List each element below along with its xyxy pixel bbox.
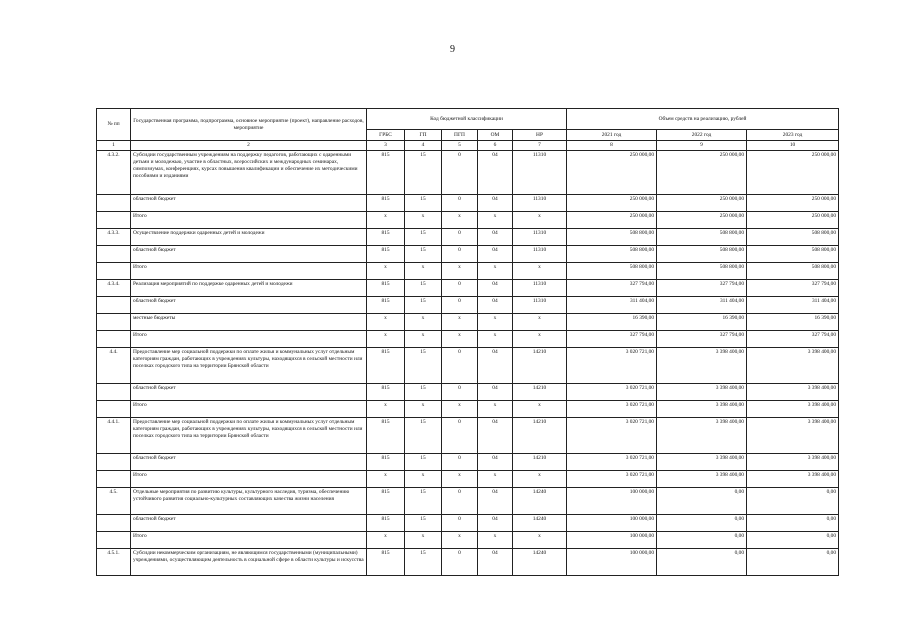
row-name: областной бюджет <box>131 195 367 212</box>
cell-grbs: х <box>367 314 405 331</box>
row-name: Предоставление мер социальной поддержки по оплате жилья и коммунальных услуг отдельным категориям граждан, работающих в учреждениях культуры, находящихся в сельской местности или поселках городского типа на территории Брянской области <box>131 418 367 454</box>
col-number: 10 <box>747 141 839 151</box>
cell-2023: 327 794,00 <box>747 280 839 297</box>
cell-2021: 100 000,00 <box>567 549 657 576</box>
header-name: Государственная программа, подпрограмма, основное мероприятие (проект), направление расходов, мероприятие <box>131 109 367 141</box>
row-number: 4.5.1. <box>97 549 131 576</box>
col-number: 4 <box>405 141 442 151</box>
cell-2021: 327 794,00 <box>567 331 657 348</box>
cell-2022: 3 398 400,00 <box>657 418 747 454</box>
cell-2021: 100 000,00 <box>567 488 657 515</box>
cell-2022: 508 800,00 <box>657 263 747 280</box>
row-number <box>97 212 131 229</box>
header-pgp: ПГП <box>442 130 478 141</box>
cell-om: 04 <box>478 297 513 314</box>
cell-2021: 100 000,00 <box>567 532 657 549</box>
cell-2023: 3 398 400,00 <box>747 454 839 471</box>
cell-2021: 327 794,00 <box>567 280 657 297</box>
cell-om: х <box>478 212 513 229</box>
row-name: областной бюджет <box>131 384 367 401</box>
row-number <box>97 297 131 314</box>
row-number: 4.4. <box>97 348 131 384</box>
cell-2022: 250 000,00 <box>657 212 747 229</box>
cell-grbs: 815 <box>367 515 405 532</box>
table-row <box>97 314 839 331</box>
cell-nr: х <box>513 401 567 418</box>
cell-gp: 15 <box>405 195 442 212</box>
cell-2022: 0,00 <box>657 488 747 515</box>
cell-gp: 15 <box>405 229 442 246</box>
row-number <box>97 314 131 331</box>
cell-grbs: 815 <box>367 549 405 576</box>
cell-pgp: 0 <box>442 151 478 195</box>
cell-om: х <box>478 471 513 488</box>
row-number <box>97 246 131 263</box>
row-name: Субсидии государственным учреждениям на поддержку педагогов, работающих с одаренными детьми и молодежью, участие в областных, всероссийских и международных семинарах, симпозиумах, конференциях, курсах повышения квалификации и обеспечение их методическими пособиями и изданиями <box>131 151 367 195</box>
cell-om: х <box>478 532 513 549</box>
page-number: 9 <box>450 44 455 55</box>
row-name: Отдельные мероприятия по развитию культуры, культурного наследия, туризма, обеспечению устойчивого развития социально-культурных составляющих качества жизни населения <box>131 488 367 515</box>
header-om: ОМ <box>478 130 513 141</box>
row-number <box>97 401 131 418</box>
cell-om: 04 <box>478 348 513 384</box>
header-volume: Объем средств на реализацию, рублей <box>567 109 839 130</box>
cell-pgp: 0 <box>442 195 478 212</box>
cell-grbs: х <box>367 401 405 418</box>
cell-grbs: х <box>367 471 405 488</box>
cell-om: 04 <box>478 549 513 576</box>
cell-2022: 508 800,00 <box>657 246 747 263</box>
cell-2023: 508 800,00 <box>747 229 839 246</box>
cell-nr: 14210 <box>513 418 567 454</box>
table-row <box>97 280 839 297</box>
row-name: Итого <box>131 401 367 418</box>
cell-2023: 3 398 400,00 <box>747 384 839 401</box>
cell-pgp: х <box>442 331 478 348</box>
table-row <box>97 151 839 195</box>
cell-2021: 508 800,00 <box>567 263 657 280</box>
row-name: местные бюджеты <box>131 314 367 331</box>
table-row <box>97 297 839 314</box>
row-name: Итого <box>131 532 367 549</box>
cell-2022: 250 000,00 <box>657 195 747 212</box>
cell-2022: 327 794,00 <box>657 280 747 297</box>
cell-2023: 327 794,00 <box>747 331 839 348</box>
cell-nr: х <box>513 471 567 488</box>
cell-gp: 15 <box>405 384 442 401</box>
row-name: областной бюджет <box>131 297 367 314</box>
cell-2022: 327 794,00 <box>657 331 747 348</box>
header-kbk: Код бюджетной классификации <box>367 109 567 130</box>
row-number: 4.3.4. <box>97 280 131 297</box>
cell-2023: 3 398 400,00 <box>747 471 839 488</box>
cell-nr: 14210 <box>513 384 567 401</box>
cell-pgp: х <box>442 314 478 331</box>
cell-2022: 3 398 400,00 <box>657 471 747 488</box>
cell-om: 04 <box>478 384 513 401</box>
cell-om: х <box>478 331 513 348</box>
cell-om: 04 <box>478 229 513 246</box>
cell-pgp: х <box>442 401 478 418</box>
cell-2023: 508 800,00 <box>747 263 839 280</box>
header-grbs: ГРБС <box>367 130 405 141</box>
cell-2021: 16 390,00 <box>567 314 657 331</box>
header-year-2022: 2022 год <box>657 130 747 141</box>
header-nr: НР <box>513 130 567 141</box>
cell-2022: 3 398 400,00 <box>657 401 747 418</box>
col-number: 1 <box>97 141 131 151</box>
cell-gp: 15 <box>405 151 442 195</box>
cell-2021: 3 020 721,00 <box>567 348 657 384</box>
cell-pgp: х <box>442 263 478 280</box>
row-number <box>97 471 131 488</box>
cell-nr: х <box>513 212 567 229</box>
cell-nr: 11310 <box>513 229 567 246</box>
table-row <box>97 532 839 549</box>
cell-gp: х <box>405 471 442 488</box>
row-name: областной бюджет <box>131 515 367 532</box>
cell-pgp: 0 <box>442 280 478 297</box>
cell-2021: 3 020 721,00 <box>567 471 657 488</box>
table-row <box>97 401 839 418</box>
table-row <box>97 454 839 471</box>
cell-2021: 3 020 721,00 <box>567 454 657 471</box>
table-row <box>97 549 839 576</box>
table-body <box>97 151 839 576</box>
cell-grbs: х <box>367 263 405 280</box>
cell-pgp: 0 <box>442 246 478 263</box>
cell-om: 04 <box>478 195 513 212</box>
cell-grbs: 815 <box>367 384 405 401</box>
table-row <box>97 212 839 229</box>
cell-pgp: 0 <box>442 297 478 314</box>
cell-gp: 15 <box>405 454 442 471</box>
cell-grbs: х <box>367 532 405 549</box>
header-num: № пп <box>97 109 131 141</box>
row-number: 4.4.1. <box>97 418 131 454</box>
col-number: 5 <box>442 141 478 151</box>
row-name: Реализация мероприятий по поддержке одаренных детей и молодежи <box>131 280 367 297</box>
row-name: Итого <box>131 263 367 280</box>
cell-grbs: 815 <box>367 229 405 246</box>
table-row <box>97 471 839 488</box>
cell-2021: 250 000,00 <box>567 212 657 229</box>
row-name: Предоставление мер социальной поддержки по оплате жилья и коммунальных услуг отдельным категориям граждан, работающих в учреждениях культуры, находящихся в сельской местности или поселках городского типа на территории Брянской области <box>131 348 367 384</box>
row-number <box>97 384 131 401</box>
cell-2022: 3 398 400,00 <box>657 348 747 384</box>
row-number <box>97 263 131 280</box>
cell-pgp: 0 <box>442 418 478 454</box>
cell-nr: 11310 <box>513 297 567 314</box>
cell-2023: 16 390,00 <box>747 314 839 331</box>
table-row <box>97 246 839 263</box>
table-row <box>97 229 839 246</box>
cell-2023: 311 404,00 <box>747 297 839 314</box>
cell-grbs: 815 <box>367 418 405 454</box>
cell-2023: 508 800,00 <box>747 246 839 263</box>
header-year-2023: 2023 год <box>747 130 839 141</box>
cell-2022: 250 000,00 <box>657 151 747 195</box>
cell-grbs: х <box>367 331 405 348</box>
col-number: 9 <box>657 141 747 151</box>
cell-2023: 3 398 400,00 <box>747 348 839 384</box>
table-row <box>97 515 839 532</box>
cell-om: 04 <box>478 515 513 532</box>
cell-pgp: 0 <box>442 229 478 246</box>
row-name: Итого <box>131 471 367 488</box>
cell-2021: 311 404,00 <box>567 297 657 314</box>
row-number: 4.3.2. <box>97 151 131 195</box>
table-row <box>97 348 839 384</box>
cell-nr: х <box>513 532 567 549</box>
cell-gp: 15 <box>405 418 442 454</box>
cell-pgp: 0 <box>442 348 478 384</box>
row-number <box>97 454 131 471</box>
cell-grbs: 815 <box>367 488 405 515</box>
cell-nr: 14240 <box>513 549 567 576</box>
cell-grbs: 815 <box>367 454 405 471</box>
cell-pgp: х <box>442 532 478 549</box>
cell-om: х <box>478 314 513 331</box>
cell-om: 04 <box>478 151 513 195</box>
cell-2021: 3 020 721,00 <box>567 418 657 454</box>
cell-2023: 250 000,00 <box>747 195 839 212</box>
cell-gp: х <box>405 212 442 229</box>
cell-gp: х <box>405 314 442 331</box>
table-row <box>97 195 839 212</box>
cell-pgp: 0 <box>442 549 478 576</box>
cell-gp: х <box>405 331 442 348</box>
col-number: 6 <box>478 141 513 151</box>
cell-grbs: 815 <box>367 280 405 297</box>
col-number: 3 <box>367 141 405 151</box>
cell-gp: 15 <box>405 549 442 576</box>
cell-pgp: х <box>442 471 478 488</box>
cell-2021: 3 020 721,00 <box>567 401 657 418</box>
row-name: Итого <box>131 331 367 348</box>
cell-2022: 16 390,00 <box>657 314 747 331</box>
cell-nr: 11310 <box>513 280 567 297</box>
table-row <box>97 418 839 454</box>
cell-grbs: 815 <box>367 348 405 384</box>
cell-2023: 0,00 <box>747 515 839 532</box>
cell-pgp: 0 <box>442 515 478 532</box>
row-number: 4.5. <box>97 488 131 515</box>
cell-2021: 508 800,00 <box>567 229 657 246</box>
cell-nr: х <box>513 331 567 348</box>
cell-2022: 3 398 400,00 <box>657 454 747 471</box>
table-header <box>97 109 839 151</box>
cell-om: 04 <box>478 246 513 263</box>
cell-2023: 3 398 400,00 <box>747 401 839 418</box>
row-number: 4.3.3. <box>97 229 131 246</box>
cell-gp: 15 <box>405 297 442 314</box>
cell-nr: 11310 <box>513 195 567 212</box>
cell-gp: х <box>405 532 442 549</box>
cell-gp: х <box>405 263 442 280</box>
table-row <box>97 331 839 348</box>
cell-2023: 0,00 <box>747 532 839 549</box>
cell-om: 04 <box>478 280 513 297</box>
cell-gp: 15 <box>405 348 442 384</box>
row-name: Итого <box>131 212 367 229</box>
row-name: Осуществление поддержки одаренных детей и молодежи <box>131 229 367 246</box>
table-row <box>97 384 839 401</box>
cell-nr: 14240 <box>513 488 567 515</box>
cell-om: 04 <box>478 454 513 471</box>
col-number: 8 <box>567 141 657 151</box>
cell-nr: 11310 <box>513 151 567 195</box>
row-name: областной бюджет <box>131 454 367 471</box>
cell-gp: х <box>405 401 442 418</box>
cell-om: 04 <box>478 418 513 454</box>
row-number <box>97 195 131 212</box>
table-row <box>97 263 839 280</box>
header-year-2021: 2021 год <box>567 130 657 141</box>
cell-gp: 15 <box>405 246 442 263</box>
cell-nr: 11310 <box>513 246 567 263</box>
cell-grbs: 815 <box>367 246 405 263</box>
cell-grbs: 815 <box>367 297 405 314</box>
row-number <box>97 515 131 532</box>
col-number: 7 <box>513 141 567 151</box>
cell-2021: 508 800,00 <box>567 246 657 263</box>
cell-gp: 15 <box>405 515 442 532</box>
budget-table <box>96 108 839 576</box>
cell-2022: 0,00 <box>657 549 747 576</box>
cell-grbs: 815 <box>367 151 405 195</box>
cell-2022: 0,00 <box>657 515 747 532</box>
cell-om: х <box>478 401 513 418</box>
cell-gp: 15 <box>405 488 442 515</box>
cell-nr: 14210 <box>513 348 567 384</box>
cell-grbs: 815 <box>367 195 405 212</box>
cell-2023: 250 000,00 <box>747 212 839 229</box>
cell-nr: 14210 <box>513 454 567 471</box>
row-number <box>97 331 131 348</box>
cell-pgp: х <box>442 212 478 229</box>
cell-om: 04 <box>478 488 513 515</box>
cell-2022: 311 404,00 <box>657 297 747 314</box>
cell-pgp: 0 <box>442 384 478 401</box>
cell-2023: 250 000,00 <box>747 151 839 195</box>
cell-pgp: 0 <box>442 454 478 471</box>
row-name: Субсидии некоммерческим организациям, не являющимся государственными (муниципальными) учреждениями, осуществляющим деятельность в социальной сфере в области культуры и искусства <box>131 549 367 576</box>
cell-2021: 3 020 721,00 <box>567 384 657 401</box>
row-name: областной бюджет <box>131 246 367 263</box>
cell-2022: 508 800,00 <box>657 229 747 246</box>
row-number <box>97 532 131 549</box>
cell-2022: 0,00 <box>657 532 747 549</box>
cell-2023: 0,00 <box>747 488 839 515</box>
cell-om: х <box>478 263 513 280</box>
cell-grbs: х <box>367 212 405 229</box>
cell-2021: 100 000,00 <box>567 515 657 532</box>
table-row <box>97 488 839 515</box>
cell-2022: 3 398 400,00 <box>657 384 747 401</box>
cell-nr: х <box>513 263 567 280</box>
col-number: 2 <box>131 141 367 151</box>
cell-gp: 15 <box>405 280 442 297</box>
cell-nr: 14240 <box>513 515 567 532</box>
cell-2021: 250 000,00 <box>567 151 657 195</box>
cell-nr: х <box>513 314 567 331</box>
header-gp: ГП <box>405 130 442 141</box>
cell-2023: 3 398 400,00 <box>747 418 839 454</box>
cell-2021: 250 000,00 <box>567 195 657 212</box>
cell-2023: 0,00 <box>747 549 839 576</box>
cell-pgp: 0 <box>442 488 478 515</box>
